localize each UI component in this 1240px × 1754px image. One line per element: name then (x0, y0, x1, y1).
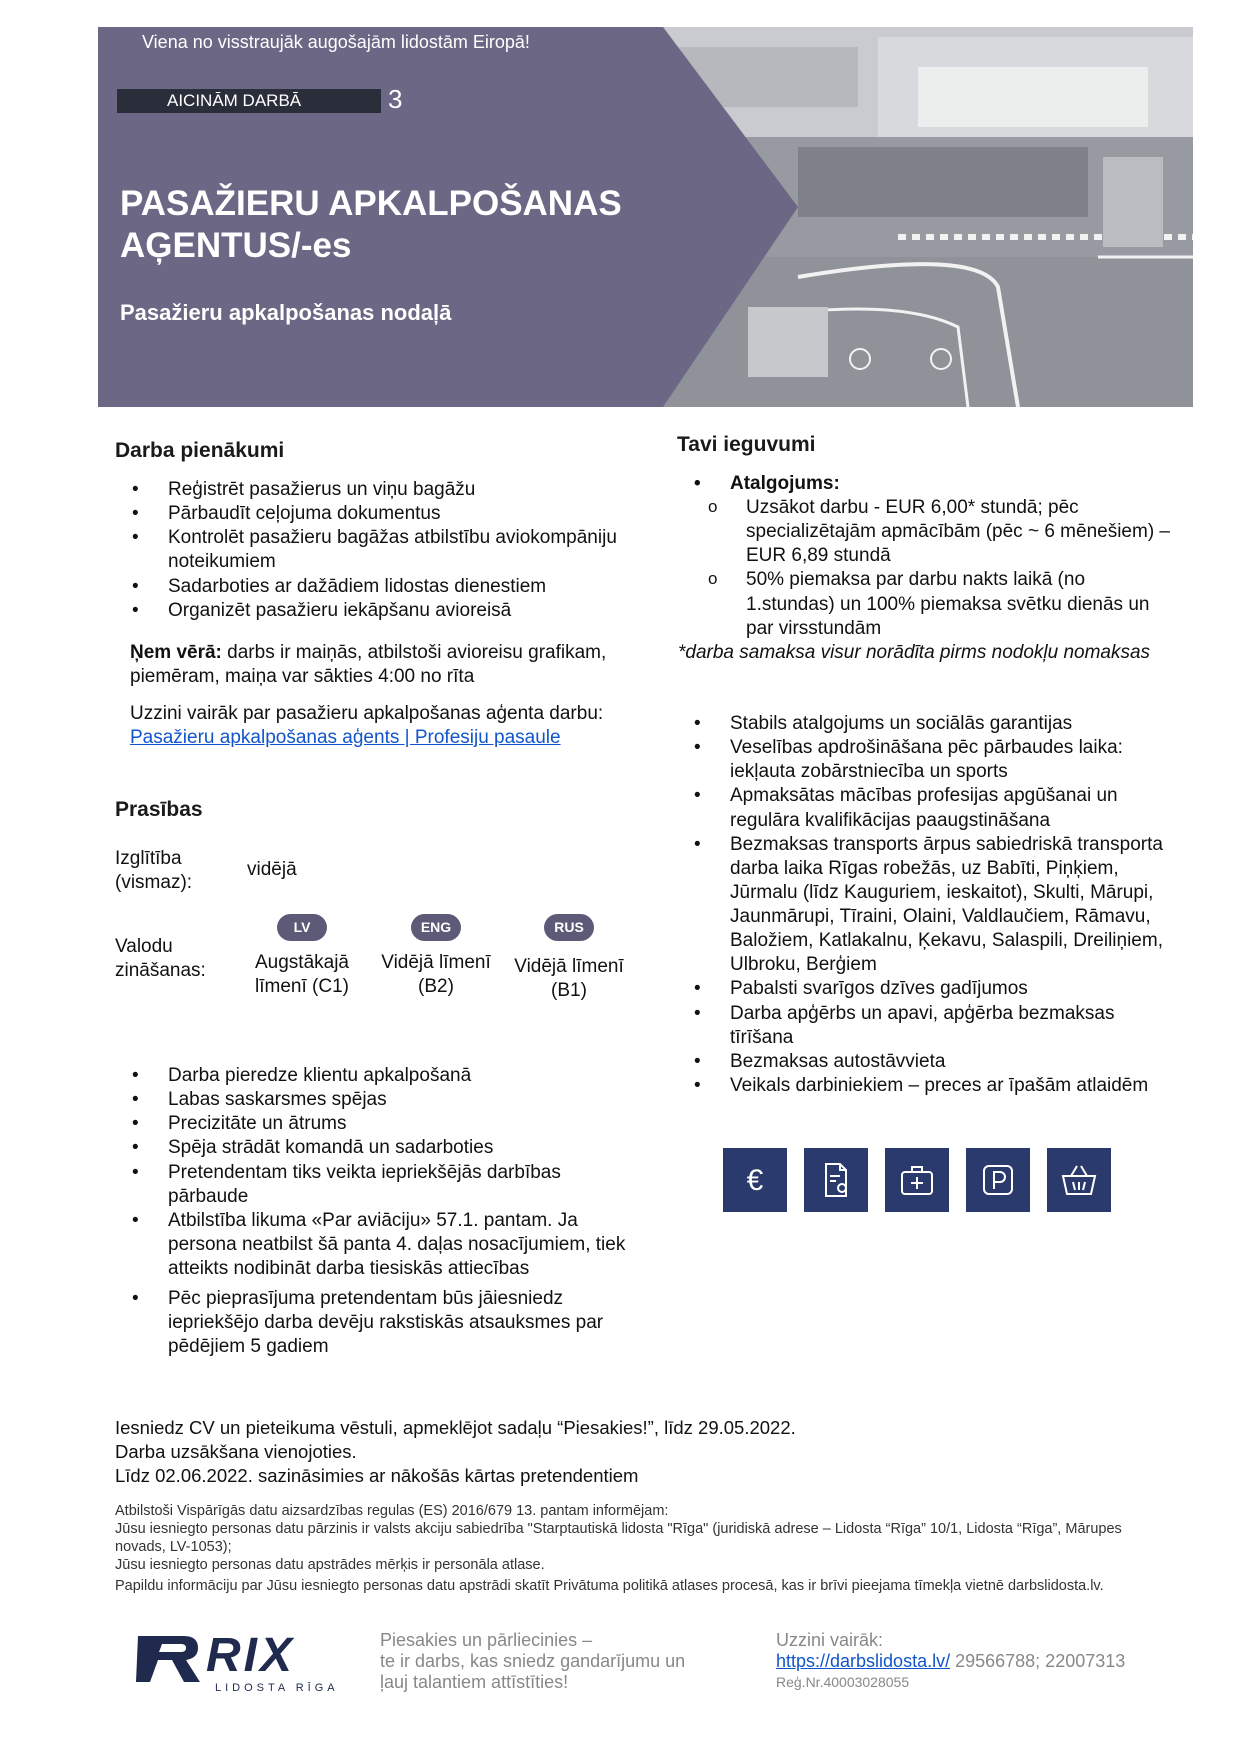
svg-text:€: € (746, 1164, 764, 1197)
apply-instructions (115, 1416, 1165, 1488)
language-rus (499, 914, 639, 1003)
slogan-line1: Piesakies un pārliecinies – (380, 1630, 593, 1650)
duties-list (116, 478, 656, 623)
education-value: vidējā (247, 859, 297, 880)
list-item: • Atbilstība likuma «Par aviāciju» 57.1. pantam. Ja persona neatbilst šā panta 4. daļas nosacījumiem, tiek atteikts nodibināt darba tiesiskās attiecības (116, 1209, 636, 1281)
list-item: • Veikals darbiniekiem – preces ar īpašām atlaidēm (678, 1074, 1178, 1098)
list-item: • Pārbaudīt ceļojuma dokumentus (116, 502, 656, 526)
gdpr-p2: Jūsu iesniegto personas datu pārzinis ir valsts akciju sabiedrība "Starptautiskā lidosta "Rīga" (juridiskā adrese – Lidosta “Rīga” 10/1, Lidosta “Rīga”, Mārupes novads, LV-1053); (115, 1521, 1122, 1555)
phone-numbers: 29566788; 22007313 (950, 1651, 1126, 1671)
rus-badge: RUS (544, 914, 594, 941)
gdpr-notice (115, 1502, 1175, 1595)
list-item: • Kontrolēt pasažieru bagāžas atbilstību aviokompāniju noteikumiem (116, 526, 656, 574)
shift-note-text: darbs ir maiņās, atbilstoši avioreisu grafikam, piemēram, maiņa var sākties 4:00 no rīta (130, 642, 607, 688)
logo-text: RIX (206, 1629, 296, 1682)
learn-more-prefix: Uzzini vairāk par pasažieru apkalpošanas aģenta darbu: (130, 703, 604, 724)
list-item: • Darba pieredze klientu apkalpošanā (116, 1064, 636, 1088)
footer-contacts (776, 1630, 1125, 1693)
list-item: • Stabils atalgojums un sociālās garantijas (678, 712, 1178, 736)
apply-line2: Darba uzsākšana vienojoties. (115, 1441, 357, 1462)
salary-label: • Atalgojums: (678, 472, 1178, 496)
euro-icon (723, 1148, 787, 1212)
salary-list (678, 496, 1178, 641)
eng-level: Vidējā līmenī (B2) (381, 952, 491, 998)
hiring-number: 3 (388, 84, 403, 114)
language-eng (366, 914, 506, 999)
rus-level: Vidējā līmenī (B1) (514, 956, 624, 1002)
banner-tagline: Viena no visstraujāk augošajām lidostām Eiropā! (142, 32, 530, 52)
list-item: o Uzsākot darbu - EUR 6,00* stundā; pēc specializētajām apmācībām (pēc ~ 6 mēnešiem) – EUR 6,89 stundā (678, 496, 1178, 568)
rix-logo (136, 1630, 346, 1694)
header-banner (98, 27, 1193, 407)
contacts-label: Uzzini vairāk: (776, 1630, 884, 1650)
list-item: • Spēja strādāt komandā un sadarboties (116, 1136, 636, 1160)
list-item: • Veselības apdrošināšana pēc pārbaudes laika: iekļauta zobārstniecība un sports (678, 736, 1178, 784)
list-item: • Precizitāte un ātrums (116, 1112, 636, 1136)
parking-icon (966, 1148, 1030, 1212)
list-item: • Pēc pieprasījuma pretendentam būs jāiesniedz iepriekšējo darba devēju rakstiskās atsauksmes par pēdējiem 5 gadiem (116, 1287, 636, 1359)
list-item: • Organizēt pasažieru iekāpšanu avioreisā (116, 599, 656, 623)
job-title-line1: PASAŽIERU APKALPOŠANAS (120, 184, 622, 223)
job-title (120, 183, 720, 267)
footer-slogan (380, 1630, 685, 1693)
languages-label: Valodu zināšanas: (115, 936, 206, 982)
lv-badge: LV (277, 914, 327, 941)
job-title-line2: AĢENTUS/-es (120, 226, 352, 265)
medical-kit-icon (885, 1148, 949, 1212)
list-item: • Pabalsti svarīgos dzīves gadījumos (678, 977, 1178, 1001)
list-item: • Bezmaksas autostāvvieta (678, 1050, 1178, 1074)
apply-line1: Iesniedz CV un pieteikuma vēstuli, apmeklējot sadaļu “Piesakies!”, līdz 29.05.2022. (115, 1417, 796, 1438)
slogan-line2: te ir darbs, kas sniedz gandarījumu un (380, 1651, 686, 1671)
list-item: o 50% piemaksa par darbu nakts laikā (no 1.stundas) un 100% piemaksa svētku dienās un par virsstundām (678, 568, 1178, 640)
lv-level: Augstākajā līmenī (C1) (254, 952, 349, 998)
requirements-heading: Prasības (115, 798, 203, 821)
shift-note-label: Ņem vērā: (130, 642, 222, 663)
salary-block (678, 472, 1178, 496)
gdpr-p3: Jūsu iesniegto personas datu apstrādes mērķis ir personāla atlase. (115, 1557, 545, 1573)
list-item: • Sadarboties ar dažādiem lidostas dienestiem (116, 575, 656, 599)
benefits-heading: Tavi ieguvumi (677, 433, 816, 456)
hiring-label: AICINĀM DARBĀ (117, 89, 381, 113)
salary-note: *darba samaksa visur norādīta pirms nodokļu nomaksas (678, 642, 1151, 663)
duties-heading: Darba pienākumi (115, 439, 285, 462)
list-item: • Apmaksātas mācības profesijas apgūšanai un regulāra kvalifikācijas paaugstināšana (678, 784, 1178, 832)
slogan-line3: ļauj talantiem attīstīties! (380, 1672, 569, 1692)
eng-badge: ENG (411, 914, 461, 941)
education-label: Izglītība (vismaz): (115, 848, 193, 894)
job-department: Pasažieru apkalpošanas nodaļā (120, 300, 452, 325)
shopping-basket-icon (1047, 1148, 1111, 1212)
gdpr-p1: Atbilstoši Vispārīgās datu aizsardzības regulas (ES) 2016/679 13. pantam informējam: (115, 1503, 669, 1519)
careers-link[interactable]: https://darbslidosta.lv/ (776, 1651, 951, 1671)
registration-number: Reģ.Nr.40003028055 (776, 1674, 910, 1690)
learn-more-text (130, 702, 620, 750)
shift-note (130, 641, 610, 689)
benefits-list (678, 712, 1178, 1098)
profession-link[interactable]: Pasažieru apkalpošanas aģents | Profesiju pasaule (130, 727, 561, 749)
apply-line3: Līdz 02.06.2022. sazināsimies ar nākošās kārtas pretendentiem (115, 1465, 639, 1486)
list-item: • Pretendentam tiks veikta iepriekšējās darbības pārbaude (116, 1161, 636, 1209)
list-item: • Bezmaksas transports ārpus sabiedriskā transporta darba laika Rīgas robežās, uz Babīti, Piņķiem, Jūrmalu (līdz Kauguriem, ieskaitot), Skulti, Mārupi, Jaunmārupi, Tīraini, Olaini, Valdlaučiem, Rāmavu, Baložiem, Katlakalnu, Ķekavu, Salaspili, Dreiliņiem, Ulbroku, Berģiem (678, 833, 1178, 978)
requirements-list (116, 1064, 636, 1360)
list-item: • Darba apģērbs un apavi, apģērba bezmaksas tīrīšana (678, 1002, 1178, 1050)
logo-subtitle: LIDOSTA RĪGA (215, 1682, 339, 1694)
language-lv (232, 914, 372, 999)
list-item: • Reģistrēt pasažierus un viņu bagāžu (116, 478, 656, 502)
list-item: • Labas saskarsmes spējas (116, 1088, 636, 1112)
gdpr-p4: Papildu informāciju par Jūsu iesniegto personas datu apstrādi skatīt Privātuma politikā atlases procesā, kas ir brīvi pieejama tīmekļa vietnē darbslidosta.lv. (115, 1578, 1104, 1594)
document-icon (804, 1148, 868, 1212)
